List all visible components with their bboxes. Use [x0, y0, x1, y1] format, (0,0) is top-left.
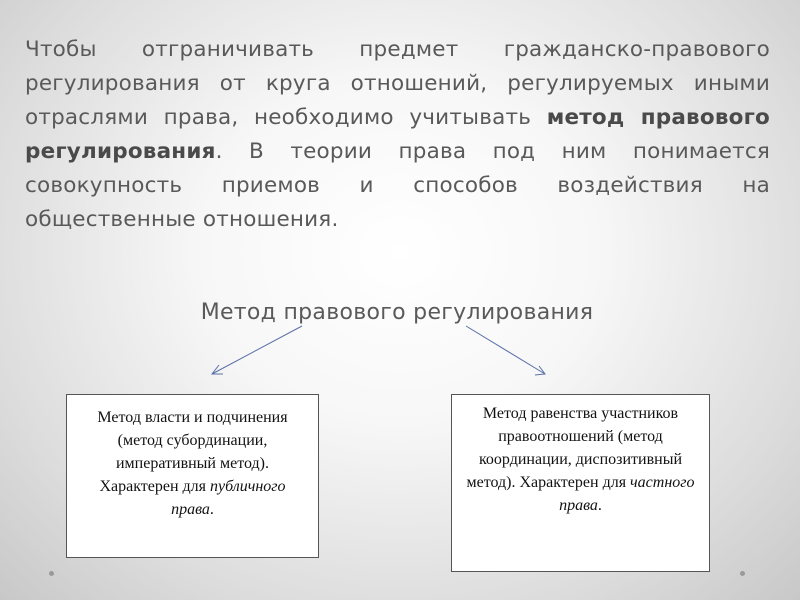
equality-method-text: Метод равенства участников правоотношений (метод координации, диспозитивный метод). Характерен для [466, 405, 683, 491]
intro-text-start: Чтобы отграничивать предмет гражданско-правового регулирования от круга отношений, регулируемых иными отраслями права, необходимо учитывать [25, 37, 770, 130]
authority-method-text: Метод власти и подчинения (метод субординации, императивный метод). Характерен для [97, 409, 288, 495]
right-arrow [466, 326, 545, 375]
authority-method-italic: публичного права [171, 478, 286, 518]
left-arrow [212, 326, 302, 374]
equality-method-italic: частного права [559, 474, 695, 514]
equality-method-box [451, 394, 710, 572]
authority-method-box [66, 394, 319, 558]
corner-dot-right [740, 571, 745, 576]
corner-dot-left [49, 571, 54, 576]
equality-method-end: . [597, 497, 602, 514]
intro-text-end: . В теории права под ним понимается совокупность приемов и способов воздействия на общественные отношения. [25, 139, 770, 232]
authority-method-end: . [209, 501, 214, 518]
method-heading: Метод правового регулирования [200, 300, 594, 325]
intro-paragraph [25, 33, 770, 237]
intro-bold-term: метод правового регулирования [25, 105, 770, 164]
